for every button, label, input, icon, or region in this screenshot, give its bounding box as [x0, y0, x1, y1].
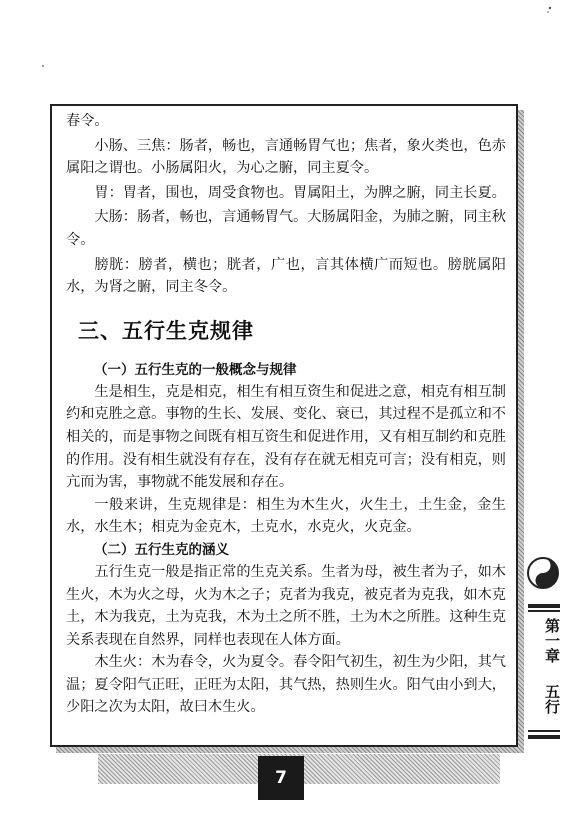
- yin-yang-icon: [526, 556, 560, 590]
- subsection-title: （二）五行生克的涵义: [94, 541, 229, 558]
- paragraph: 小肠、三焦：肠者，畅也，言通畅胃气也；焦者，象火类也，色赤属阳之谓也。小肠属阳火，为心之腑，同主夏令。: [66, 137, 506, 177]
- chapter-side-tab: [524, 556, 564, 746]
- subsection-title: （一）五行生克的一般概念与规律: [94, 361, 297, 378]
- paragraph: 五行生克一般是指正常的生克关系。生者为母，被生者为子，如木生火，木为火之母，火为木之子；克者为我克，被克者为克我，如木克土，木为我克，土为克我，木为土之所不胜，土为木之所胜。这种生克关系表现在自然界，同样也表现在人体方面。: [66, 563, 506, 648]
- paragraph: 木生火：木为春令，火为夏令。春令阳气初生，初生为少阳，其气温；夏令阳气正旺，正旺为太阳，其气热，热则生火。阳气由小到大，少阳之次为太阳，故曰木生火。: [66, 654, 506, 716]
- paragraph: 生是相生，克是相克，相生有相互资生和促进之意，相克有相互制约和克胜之意。事物的生长、发展、变化、衰已，其过程不是孤立和不相关的，而是事物之间既有相互资生和促进作用，又有相互制约和克胜的作用。没有相生就没有存在，没有存在就无相克可言；没有相克，则亢而为害，事物就不能发展和存在。: [66, 383, 506, 491]
- paragraph: 膀胱：膀者，横也；胱者，广也，言其体横广而短也。膀胱属阳水，为肾之腑，同主冬令。: [66, 256, 506, 296]
- paragraph: 胃：胃者，围也，周受食物也。胃属阳土，为脾之腑，同主长夏。: [94, 184, 506, 201]
- section-title: 三、五行生克规律: [78, 318, 254, 343]
- page-number: 7: [258, 756, 304, 800]
- page-content: [66, 110, 506, 719]
- side-rule: [528, 604, 560, 608]
- side-rule: [528, 735, 560, 739]
- scan-speckle: [0, 0, 572, 100]
- chapter-label: 第一章: [543, 618, 561, 663]
- paragraph: 大肠：肠者，畅也，言通畅胃气。大肠属阳金，为肺之腑，同主秋令。: [66, 209, 506, 248]
- paragraph: 春令。: [66, 113, 109, 129]
- topic-label: 五行: [543, 684, 561, 714]
- paragraph: 一般来讲，生克规律是：相生为木生火，火生土，土生金，金生水，水生木；相克为金克木，土克水，水克火，火克金。: [66, 496, 506, 536]
- side-rule: [528, 610, 560, 612]
- side-rule: [528, 730, 560, 732]
